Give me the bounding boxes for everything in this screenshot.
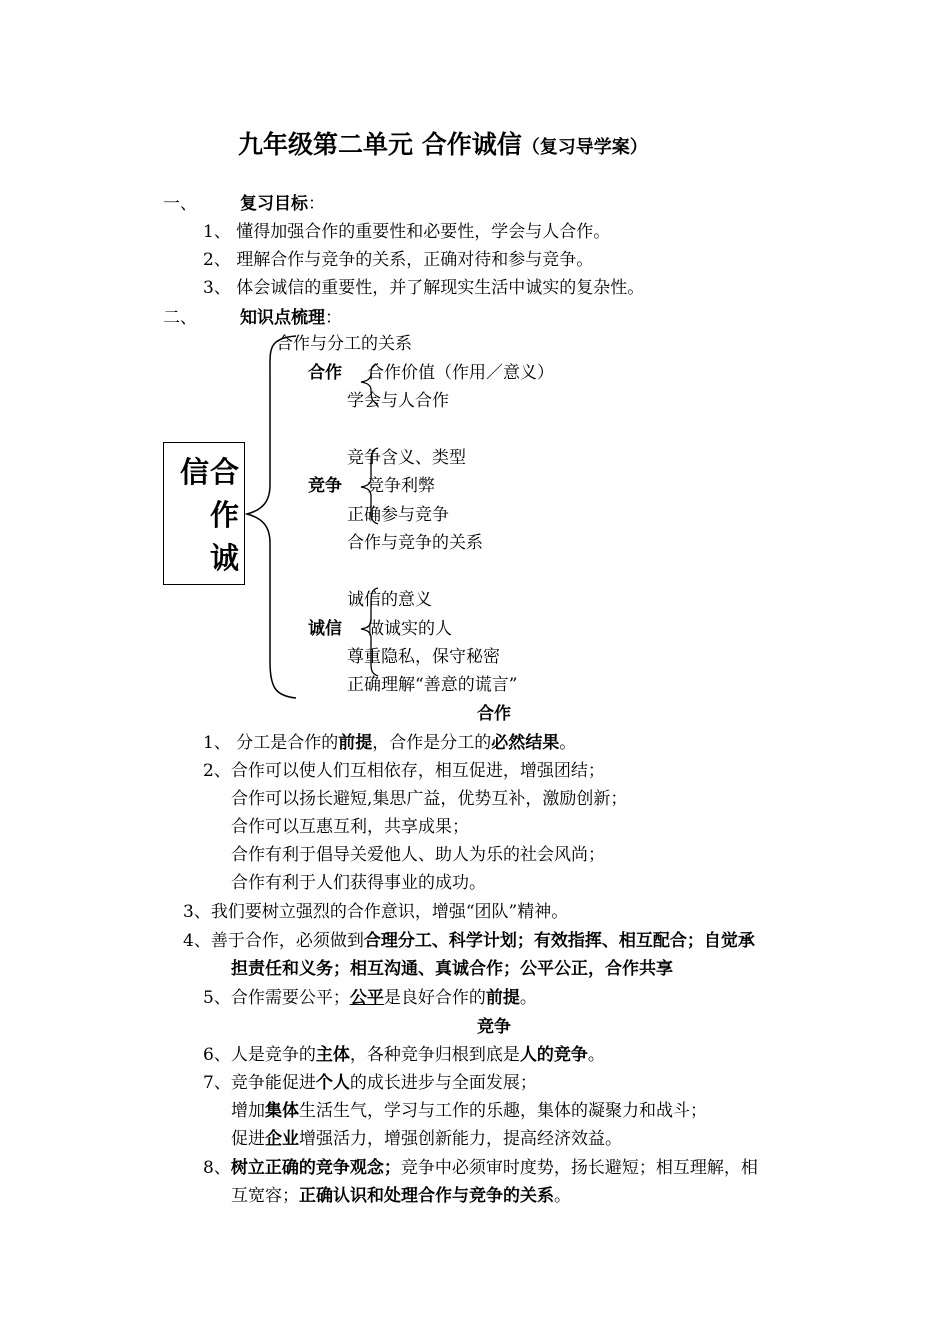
text-run: 4、善于合作，必须做到 <box>183 931 364 951</box>
section1-colon: ： <box>308 194 325 214</box>
keyword-underlined: 公平 <box>349 988 384 1008</box>
keyword: 主体 <box>315 1045 350 1065</box>
branch-label-comp: 竞争 <box>308 476 342 496</box>
coop-heading: 合作 <box>477 704 511 724</box>
branch-item: 诚信的意义 <box>347 590 432 610</box>
text-run: 5、合作需要公平； <box>203 988 350 1008</box>
keyword: 集体 <box>265 1101 299 1121</box>
text-run: 生活生气，学习与工作的乐趣，集体的凝聚力和战斗； <box>299 1101 707 1121</box>
text-run: 增加 <box>231 1101 265 1121</box>
coop-point-1 <box>203 731 576 755</box>
coop-point-2-line: 合作可以互惠互利，共享成果； <box>231 817 469 837</box>
section2-number: 二、 <box>163 308 197 328</box>
text-run: ，合作是分工的 <box>372 733 492 753</box>
coop-point-3: 3、我们要树立强烈的合作意识，增强“团队”精神。 <box>183 902 569 922</box>
branch-item: 竞争含义、类型 <box>347 448 466 468</box>
core-char: 信 <box>180 455 210 489</box>
branch-item: 合作价值（作用／意义） <box>367 363 554 383</box>
main-brace <box>247 336 296 698</box>
core-topic-box <box>163 442 245 585</box>
text-run: 是良好合作的 <box>383 988 486 1008</box>
keyword: 必然结果 <box>491 733 560 753</box>
comp-point-6 <box>203 1043 605 1067</box>
branch-item: 做诚实的人 <box>367 619 452 639</box>
core-char: 合 <box>210 455 240 489</box>
keyword: 企业 <box>265 1129 299 1149</box>
section1-heading-text: 复习目标 <box>240 194 308 214</box>
branch-item: 竞争利弊 <box>367 476 435 496</box>
comp-point-8-cont <box>231 1184 571 1208</box>
mindmap-top-item: 合作与分工的关系 <box>276 334 412 354</box>
branch-item: 尊重隐私，保守秘密 <box>347 647 500 667</box>
coop-point-2-line: 合作可以扬长避短,集思广益，优势互补，激励创新； <box>231 789 628 809</box>
keyword: 人的竞争 <box>519 1045 588 1065</box>
branch-item: 正确理解“善意的谎言” <box>347 675 518 695</box>
comp-heading: 竞争 <box>477 1017 511 1037</box>
text-run: 。 <box>554 1186 571 1206</box>
comp-point-7-line <box>231 1099 707 1123</box>
keyword: 前提 <box>485 988 520 1008</box>
core-char: 诚 <box>210 541 240 575</box>
branch-label-coop: 合作 <box>308 363 342 383</box>
text-run: 增强活力，增强创新能力，提高经济效益。 <box>299 1129 622 1149</box>
objective-item: 1、 懂得加强合作的重要性和必要性，学会与人合作。 <box>203 222 611 242</box>
section1-number: 一、 <box>163 194 197 214</box>
text-run: 促进 <box>231 1129 265 1149</box>
title-main: 九年级第二单元 合作诚信 <box>238 130 522 159</box>
core-char: 作 <box>210 498 240 532</box>
branch-label-honesty: 诚信 <box>308 619 342 639</box>
coop-point-5 <box>203 986 537 1010</box>
keyword: 前提 <box>338 733 373 753</box>
branch-item: 学会与人合作 <box>347 391 449 411</box>
section2-heading-text: 知识点梳理 <box>240 308 325 328</box>
text-run: 。 <box>519 988 537 1008</box>
coop-point-4-cont: 担责任和义务；相互沟通、真诚合作；公平公正，合作共享 <box>231 959 673 979</box>
coop-point-2: 2、合作可以使人们互相依存，相互促进，增强团结； <box>203 761 605 781</box>
text-run: 竞争中必须审时度势，扬长避短；相互理解，相 <box>400 1158 758 1178</box>
keyword: 个人 <box>315 1073 350 1093</box>
branch-item: 正确参与竞争 <box>347 505 449 525</box>
comp-point-7 <box>203 1071 537 1095</box>
text-run: 互宽容； <box>231 1186 299 1206</box>
keyword: 合理分工、科学计划；有效指挥、相互配合；自觉承 <box>363 931 755 951</box>
text-run: 。 <box>587 1045 605 1065</box>
comp-point-7-line <box>231 1127 622 1151</box>
text-run: 7、竞争能促进 <box>203 1073 316 1093</box>
text-run: 8、 <box>203 1158 231 1178</box>
title-sub: （复习导学案） <box>521 137 648 158</box>
text-run: 。 <box>559 733 577 753</box>
text-run: ，各种竞争归根到底是 <box>349 1045 520 1065</box>
coop-point-4 <box>183 929 755 953</box>
coop-point-2-line: 合作有利于人们获得事业的成功。 <box>231 873 486 893</box>
objective-item: 3、 体会诚信的重要性，并了解现实生活中诚实的复杂性。 <box>203 278 645 298</box>
text-run: 1、 分工是合作的 <box>203 733 339 753</box>
text-run: 6、人是竞争的 <box>203 1045 316 1065</box>
comp-point-8 <box>203 1156 758 1180</box>
branch-item: 合作与竞争的关系 <box>347 533 483 553</box>
keyword: 正确认识和处理合作与竞争的关系 <box>299 1186 554 1206</box>
text-run: 的成长进步与全面发展； <box>349 1073 537 1093</box>
coop-point-2-line: 合作有利于倡导关爱他人、助人为乐的社会风尚； <box>231 845 605 865</box>
section2-colon: ： <box>325 308 342 328</box>
objective-item: 2、 理解合作与竞争的关系，正确对待和参与竞争。 <box>203 250 594 270</box>
keyword: 树立正确的竞争观念； <box>230 1158 401 1178</box>
